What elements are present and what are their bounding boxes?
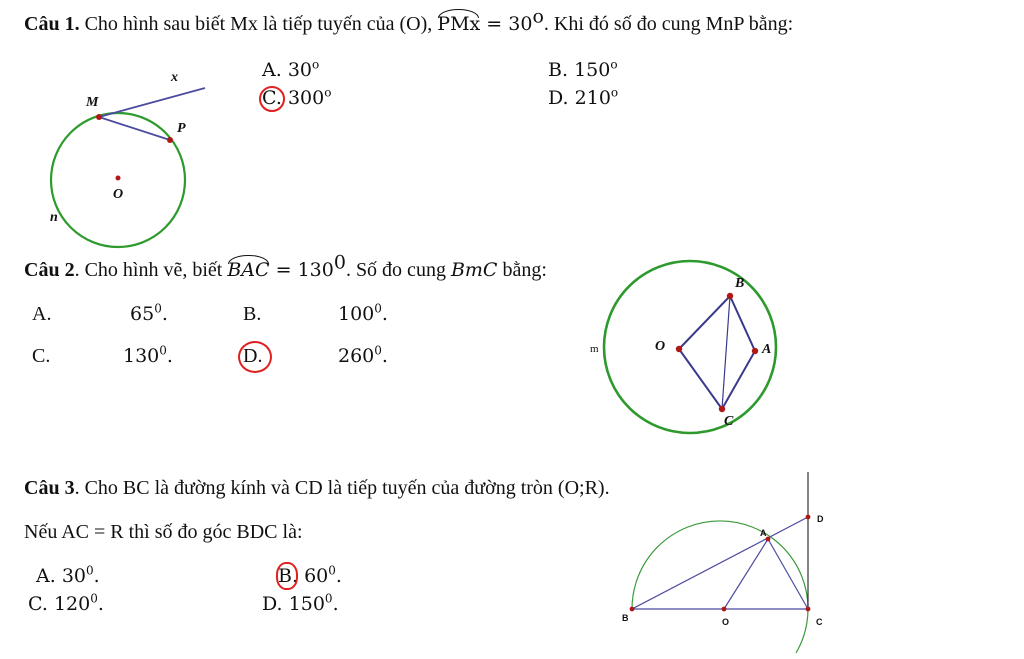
- q2-option-c-value: 130: [123, 345, 160, 367]
- q3-option-b-value: 60: [304, 565, 329, 587]
- q1-option-d-deg: o: [610, 85, 619, 100]
- q1-option-c-value: 300: [287, 87, 325, 109]
- q3-point-o: [722, 607, 727, 612]
- q2-label-b: B: [735, 276, 745, 291]
- q1-option-a-deg: o: [312, 57, 320, 72]
- q3-label-b: B: [622, 613, 629, 623]
- q2-label-o: O: [655, 339, 666, 354]
- q2-option-b-letter: B.: [243, 303, 262, 325]
- q2-option-d-dot: .: [381, 345, 388, 367]
- q3-option-c-letter: C.: [28, 593, 48, 615]
- q1-angle: PMx: [437, 13, 481, 35]
- q1-label-m: M: [86, 95, 99, 110]
- q1-text-b: . Khi đó số đo cung MnP bằng:: [543, 13, 794, 35]
- q1-option-a-letter: A.: [262, 59, 282, 81]
- q3-label: Câu 3: [24, 477, 75, 499]
- q1-label: Câu 1.: [24, 13, 80, 35]
- q3-point-b: [630, 607, 635, 612]
- q2-option-a-dot: .: [161, 303, 168, 325]
- q1-deg: o: [532, 5, 544, 28]
- q1-text-a: Cho hình sau biết Mx là tiếp tuyến của (O),: [79, 13, 438, 35]
- q1-option-b-deg: o: [610, 57, 618, 72]
- q2-option-c-letter: C.: [32, 345, 51, 367]
- q2-option-a-value: 65: [130, 303, 155, 325]
- q2-option-c-deg: 0: [159, 343, 167, 358]
- q3-option-a-dot: .: [93, 565, 100, 587]
- q2-option-d-value: 260: [338, 345, 375, 367]
- q2-text-b: . Số đo cung: [345, 259, 451, 281]
- q1-label-o: O: [113, 187, 124, 202]
- q1-option-a-value: 30: [287, 59, 312, 81]
- q2-option-d-deg: 0: [374, 343, 382, 358]
- q3-point-c: [806, 607, 811, 612]
- q1-option-b-value: 150: [574, 59, 611, 81]
- q2-label-a: A: [762, 342, 772, 357]
- q2-deg: 0: [333, 251, 346, 274]
- q2-option-b-deg: 0: [374, 301, 382, 316]
- q2-option-c-dot: .: [166, 345, 173, 367]
- q2-angle: BAC: [227, 259, 270, 281]
- q3-text: . Cho BC là đường kính và CD là tiếp tuyến của đường tròn (O;R).: [74, 477, 610, 499]
- q3-option-d-dot: .: [332, 593, 339, 615]
- q1-label-n: n: [50, 210, 58, 225]
- q3-option-d-value: 150: [288, 593, 325, 615]
- q2-label-c: C: [724, 414, 734, 429]
- q3-circle: [632, 521, 808, 653]
- q2-text-a: . Cho hình vẽ, biết: [74, 259, 228, 281]
- q3-option-c-deg: 0: [90, 591, 98, 606]
- q1-option-c-letter: C.: [262, 87, 282, 109]
- q3-option-d-deg: 0: [324, 591, 333, 606]
- q3-option-d-letter: D.: [262, 593, 283, 615]
- q2-angle-value: = 130: [269, 259, 334, 281]
- q3-option-a-value: 30: [61, 565, 86, 587]
- q3-point-d: [806, 515, 811, 520]
- q2-label: Câu 2: [24, 259, 75, 281]
- q3-label-c: C: [816, 617, 823, 627]
- q3-option-b-dot: .: [335, 565, 342, 587]
- q3-line-ac: [768, 539, 808, 609]
- q2-option-d-letter: D.: [243, 345, 263, 367]
- q2-text-c: bằng:: [497, 259, 547, 281]
- q3-option-b-letter: B.: [278, 565, 299, 587]
- q3-label-d: D: [817, 514, 824, 524]
- q3-option-b-deg: 0: [328, 563, 336, 578]
- q1-label-p: P: [177, 121, 186, 136]
- q3-option-a-letter: A.: [36, 565, 56, 587]
- q2-option-b-value: 100: [338, 303, 375, 325]
- q1-option-d-letter: D.: [548, 87, 569, 109]
- q3-stem-2: Nếu AC = R thì số đo góc BDC là:: [24, 521, 303, 543]
- q2-option-a-letter: A.: [32, 303, 52, 325]
- q2-option-b-dot: .: [381, 303, 388, 325]
- q1-label-x: x: [171, 70, 178, 85]
- q1-option-b-letter: B.: [548, 59, 569, 81]
- q2-option-a-deg: 0: [154, 301, 162, 316]
- q3-option-c-dot: .: [97, 593, 104, 615]
- q1-option-c-deg: o: [324, 85, 332, 100]
- q3-option-a-deg: 0: [86, 563, 94, 578]
- q2-label-m: m: [590, 343, 599, 355]
- q1-option-d-value: 210: [574, 87, 611, 109]
- q3-label-a: A: [760, 528, 767, 538]
- q3-option-c-value: 120: [53, 593, 91, 615]
- q2-arc-name: BmC: [450, 259, 498, 281]
- q1-angle-value: = 30: [480, 13, 533, 35]
- q3-label-o: O: [722, 617, 730, 627]
